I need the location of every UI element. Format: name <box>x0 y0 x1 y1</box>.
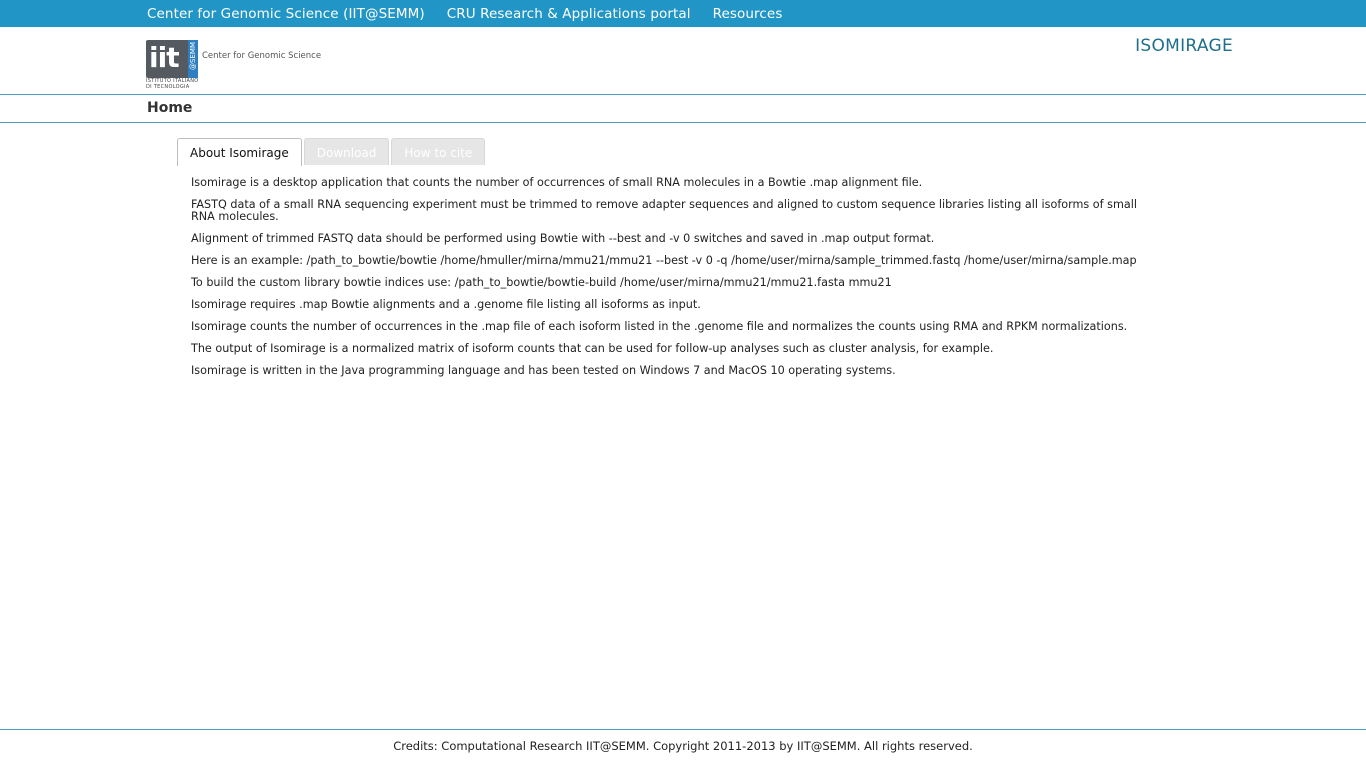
paragraph: FASTQ data of a small RNA sequencing experiment must be trimmed to remove adapter sequences and aligned to custom sequence libraries listing all isoforms of small RNA molecules. <box>191 198 1137 223</box>
nav-link-resources[interactable]: Resources <box>712 5 783 22</box>
breadcrumb-home[interactable]: Home <box>147 100 193 116</box>
logo-side-text: @SEMM <box>189 42 197 70</box>
tab-download[interactable]: Download <box>304 138 390 165</box>
iit-logo[interactable] <box>146 40 326 92</box>
app-title: ISOMIRAGE <box>1135 36 1233 56</box>
iit-logo-mark <box>146 40 198 78</box>
nav-link-cru-portal[interactable]: CRU Research & Applications portal <box>446 5 691 22</box>
logo-caption: Center for Genomic Science <box>202 51 322 61</box>
paragraph: Alignment of trimmed FASTQ data should be performed using Bowtie with --best and -v 0 switches and saved in .map output format. <box>191 232 935 245</box>
paragraph: Here is an example: /path_to_bowtie/bowtie /home/hmuller/mirna/mmu21/mmu21 --best -v 0 -q /home/user/mirna/sample_trimmed.fastq /home/user/mirna/sample.map <box>191 254 1137 267</box>
tab-how-to-cite[interactable]: How to cite <box>391 138 485 165</box>
site-header <box>0 27 1366 94</box>
logo-side-band <box>188 40 198 78</box>
paragraph: Isomirage is written in the Java programming language and has been tested on Windows 7 and MacOS 10 operating systems. <box>191 364 896 377</box>
breadcrumb <box>0 94 1366 123</box>
paragraph: To build the custom library bowtie indices use: /path_to_bowtie/bowtie-build /home/user/mirna/mmu21/mmu21.fasta mmu21 <box>191 276 892 289</box>
logo-subtitle: ISTITUTO ITALIANO DI TECNOLOGIA <box>146 78 199 90</box>
top-nav <box>147 0 804 27</box>
footer-credits: Credits: Computational Research IIT@SEMM. Copyright 2011-2013 by IIT@SEMM. All rights reserved. <box>393 739 973 753</box>
tab-about-isomirage[interactable]: About Isomirage <box>177 138 302 166</box>
top-navigation-bar <box>0 0 1366 27</box>
nav-link-center-genomic-science[interactable]: Center for Genomic Science (IIT@SEMM) <box>147 5 425 22</box>
paragraph: Isomirage is a desktop application that counts the number of occurrences of small RNA molecules in a Bowtie .map alignment file. <box>191 176 923 189</box>
tab-bar <box>177 138 487 166</box>
logo-letters: iit <box>149 41 179 74</box>
paragraph: The output of Isomirage is a normalized matrix of isoform counts that can be used for follow-up analyses such as cluster analysis, for example. <box>191 342 994 355</box>
about-content <box>191 177 1151 387</box>
site-footer <box>0 729 1366 769</box>
paragraph: Isomirage counts the number of occurrences in the .map file of each isoform listed in the .genome file and normalizes the counts using RMA and RPKM normalizations. <box>191 320 1128 333</box>
paragraph: Isomirage requires .map Bowtie alignments and a .genome file listing all isoforms as input. <box>191 298 701 311</box>
